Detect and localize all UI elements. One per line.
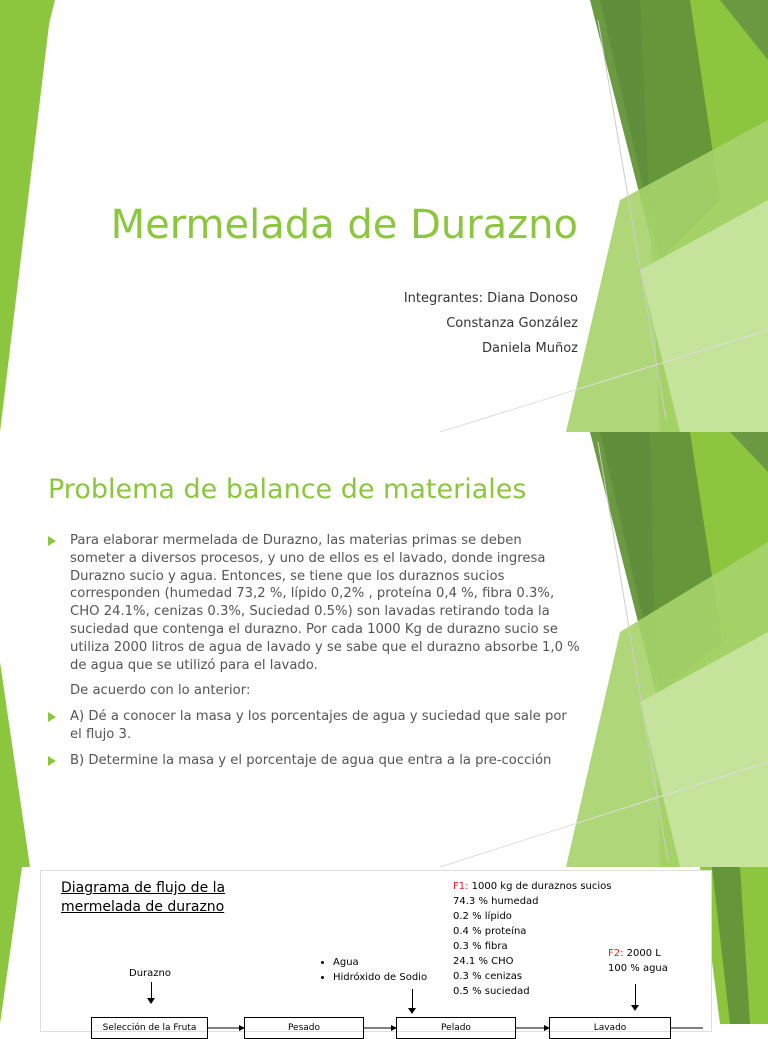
- f1-label: F1:: [453, 881, 469, 892]
- members-list: [404, 286, 578, 361]
- slide-body: [48, 532, 580, 778]
- process-box-seleccion: Selección de la Fruta: [91, 1017, 208, 1039]
- question-a-text: A) Dé a conocer la masa y los porcentajes de agua y suciedad que sale por el flujo 3.: [70, 709, 567, 742]
- f1-component: 74.3 % humedad: [453, 896, 539, 907]
- bullet-arrow-icon: [48, 756, 56, 766]
- diagram-title-line: mermelada de durazno: [61, 899, 225, 915]
- flow-diagram: [40, 870, 712, 1032]
- member-line: Constanza González: [446, 316, 578, 331]
- process-box-pesado: Pesado: [244, 1017, 364, 1039]
- bullet-question-b: [48, 752, 580, 770]
- f2-text: 2000 L: [626, 948, 661, 959]
- process-box-pelado: Pelado: [396, 1017, 516, 1039]
- member-line: Integrantes: Diana Donoso: [403, 291, 578, 306]
- member-line: Daniela Muñoz: [481, 341, 578, 356]
- lead-text: De acuerdo con lo anterior:: [70, 683, 251, 699]
- bullet-arrow-icon: [48, 712, 56, 722]
- f2-label: F2:: [608, 948, 624, 959]
- bullet-arrow-icon: [48, 536, 56, 546]
- f1-component: 0.2 % lípido: [453, 911, 512, 922]
- f1-component: 0.3 % fibra: [453, 941, 508, 952]
- problem-slide: [0, 432, 768, 867]
- diagram-slide: [0, 867, 768, 1033]
- f1-component: 0.3 % cenizas: [453, 971, 523, 982]
- diagram-title-line: Diagrama de flujo de la: [61, 880, 226, 896]
- f1-component: 0.5 % suciedad: [453, 986, 530, 997]
- f2-water: 100 % agua: [608, 963, 668, 974]
- connector-arrows: [41, 871, 711, 1031]
- wash-input-item: • Agua: [333, 955, 427, 970]
- wash-input-item: • Hidróxido de Sodio: [333, 970, 427, 985]
- question-b-text: B) Determine la masa y el porcentaje de agua que entra a la pre-cocción: [70, 752, 552, 768]
- slide-title: Problema de balance de materiales: [48, 474, 527, 505]
- f1-text: 1000 kg de duraznos sucios: [471, 881, 612, 892]
- slide-title: Mermelada de Durazno: [110, 202, 578, 248]
- durazno-input-label: Durazno: [129, 968, 171, 979]
- intro-text: Para elaborar mermelada de Durazno, las materias primas se deben someter a diversos procesos, y uno de ellos es el lavado, donde ingresa Durazno sucio y agua. Entonces, se tiene que los duraznos sucios corresponden (humedad 73,2 %, lípido 0,2% , proteína 0,4 %, fibra 0.3%, CHO 24.1%, cenizas 0.3%, Suciedad 0.5%) son lavadas retirando toda la suciedad que contenga el durazno. Por cada 1000 Kg de durazno sucio se utiliza 2000 litros de agua de lavado y se sabe que el durazno absorbe 1,0 % de agua que se utilizó para el lavado.: [70, 533, 580, 673]
- process-box-lavado: Lavado: [549, 1017, 671, 1039]
- left-green-sliver: [0, 867, 22, 1024]
- bullet-question-a: [48, 708, 580, 744]
- bullet-intro: [48, 532, 580, 674]
- f1-component: 24.1 % CHO: [453, 956, 514, 967]
- title-slide: [0, 0, 768, 432]
- left-green-sliver: [0, 662, 30, 867]
- f1-component: 0.4 % proteína: [453, 926, 527, 937]
